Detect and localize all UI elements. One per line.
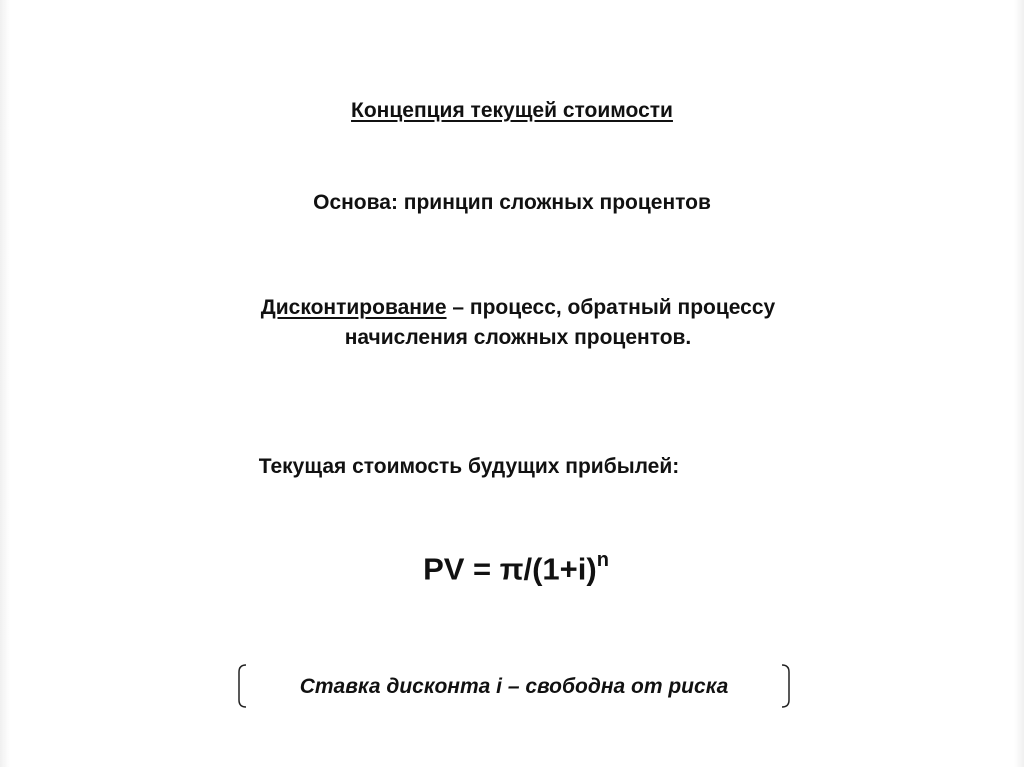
definition-term: Дисконтирование <box>260 296 447 319</box>
discount-rate-note-text: Ставка дисконта i – свободна от риска <box>299 675 729 698</box>
formula-exponent: n <box>596 549 609 571</box>
present-value-label: Текущая стоимость будущих прибылей: <box>258 455 680 478</box>
right-bracket-icon <box>780 664 792 708</box>
basis-statement: Основа: принцип сложных процентов <box>313 191 711 214</box>
discount-rate-note <box>236 664 792 710</box>
formula-base: PV = π/(1+i) <box>423 551 597 587</box>
present-value-formula <box>4 551 1024 587</box>
slide-title: Концепция текущей стоимости <box>351 99 673 122</box>
discounting-definition <box>6 293 1024 353</box>
definition-text-line1: – процесс, обратный процессу <box>446 296 776 319</box>
definition-text-line2: начисления сложных процентов. <box>344 326 692 349</box>
